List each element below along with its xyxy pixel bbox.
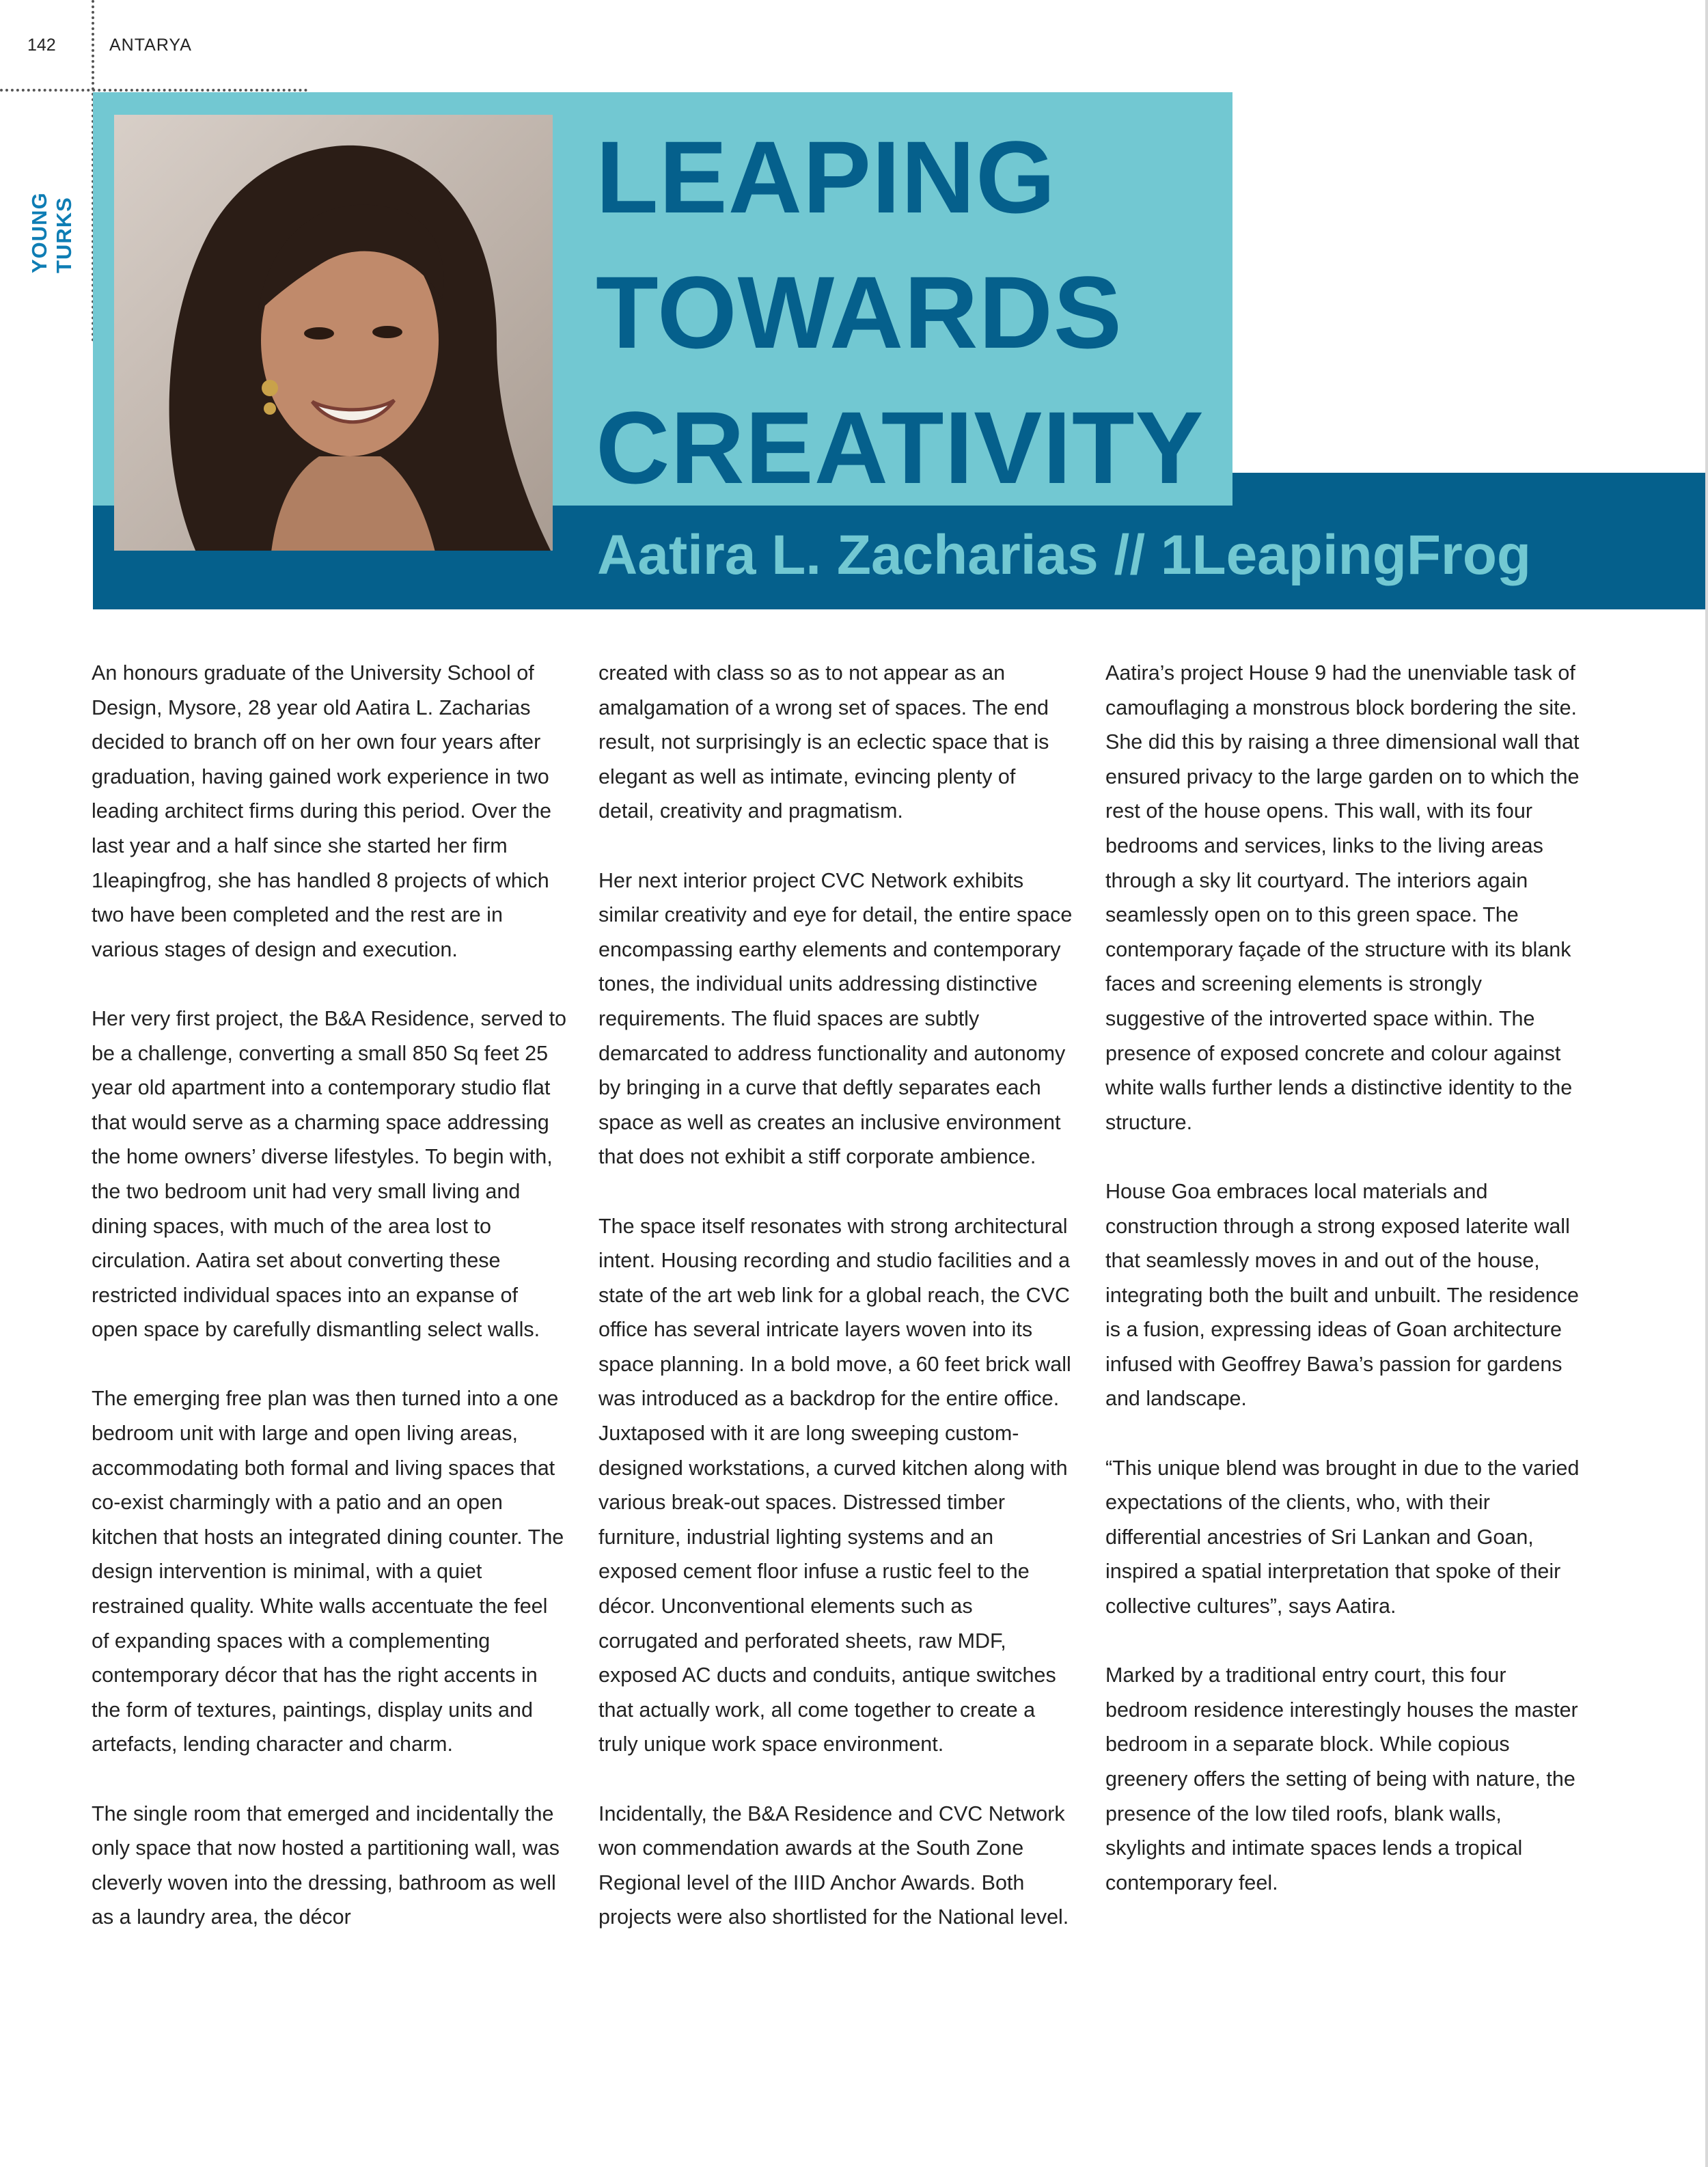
portrait-photo (114, 115, 553, 551)
paragraph: An honours graduate of the University School of Design, Mysore, 28 year old Aatira L. Zacharias decided to branch off on her own four years after graduation, having gained work experience in two leading architect firms during this period. Over the last year and a half since she started her firm 1leapingfrog, she has handled 8 projects of which two have been completed and the rest are in various stages of design and execution. (92, 661, 552, 961)
magazine-name: ANTARYA (109, 36, 192, 55)
text-column-1 (92, 656, 570, 1970)
text-column-3 (1105, 656, 1584, 1935)
section-label: YOUNG TURKS (27, 192, 76, 273)
paragraph: Aatira’s project House 9 had the unenviable task of camouflaging a monstrous block bordering the site. She did this by raising a three dimensional wall that ensured privacy to the large garden on to which the rest of the house opens. This wall, with its four bedrooms and services, links to the living areas through a sky lit courtyard. The interiors again seamlessly open on to this green space. The contemporary façade of the structure with its blank faces and screening elements is strongly suggestive of the introverted space within. The presence of exposed concrete and colour against white walls further lends a distinctive identity to the structure. (1105, 661, 1580, 1134)
page-number: 142 (27, 36, 56, 55)
dotted-horizontal-rule (0, 89, 307, 92)
title-line: CREATIVITY (596, 390, 1204, 505)
page-edge (1705, 0, 1708, 2167)
article-byline: Aatira L. Zacharias // 1LeapingFrog (597, 524, 1532, 586)
paragraph: Incidentally, the B&A Residence and CVC Network won commendation awards at the South Zone Regional level of the IIID Anchor Awards. Both projects were also shortlisted for the National level. (598, 1802, 1069, 1929)
paragraph: created with class so as to not appear as an amalgamation of a wrong set of spaces. The end result, not surprisingly is an eclectic space that is elegant as well as intimate, evincing plenty of detail, creativity and pragmatism. (598, 661, 1049, 823)
paragraph: Her next interior project CVC Network exhibits similar creativity and eye for detail, the entire space encompassing earthy elements and contemporary tones, the individual units addressing distinctive requirements. The fluid spaces are subtly demarcated to address functionality and autonomy by bringing in a curve that deftly separates each space as well as creates an inclusive environment that does not exhibit a stiff corporate ambience. (598, 868, 1073, 1169)
article-title (596, 109, 1224, 515)
paragraph: The space itself resonates with strong architectural intent. Housing recording and studio facilities and a state of the art web link for a global reach, the CVC office has several intricate layers woven into its space planning. In a bold move, a 60 feet brick wall was introduced as a backdrop for the entire office. Juxtaposed with it are long sweeping custom-designed workstations, a curved kitchen along with various break-out spaces. Distressed timber furniture, industrial lighting systems and an exposed cement floor infuse a rustic feel to the décor. Unconventional elements such as corrugated and perforated sheets, raw MDF, exposed AC ducts and conduits, antique switches that actually work, all come together to create a truly unique work space environment. (598, 1214, 1071, 1756)
paragraph: The single room that emerged and incidentally the only space that now hosted a partitioning wall, was cleverly woven into the dressing, bathroom as well as a laundry area, the décor (92, 1802, 560, 1929)
paragraph: The emerging free plan was then turned into a one bedroom unit with large and open living areas, accommodating both formal and living spaces that co-exist charmingly with a patio and an open kitchen that hosts an integrated dining counter. The design intervention is minimal, with a quiet restrained quality. White walls accentuate the feel of expanding spaces with a complementing contemporary décor that has the right accents in the form of textures, paintings, display units and artefacts, lending character and charm. (92, 1387, 564, 1756)
paragraph: House Goa embraces local materials and construction through a strong exposed laterite wall that seamlessly moves in and out of the house, integrating both the built and unbuilt. The residence is a fusion, expressing ideas of Goan architecture infused with Geoffrey Bawa’s passion for gardens and landscape. (1105, 1179, 1579, 1411)
paragraph: Marked by a traditional entry court, this four bedroom residence interestingly houses the master bedroom in a separate block. While copious greenery offers the setting of being with nature, the presence of the low tiled roofs, blank walls, skylights and intimate spaces lends a tropical contemporary feel. (1105, 1664, 1578, 1894)
paragraph: “This unique blend was brought in due to the varied expectations of the clients, who, with their differential ancestries of Sri Lankan and Goan, inspired a spatial interpretation that spoke of their collective cultures”, says Aatira. (1105, 1456, 1580, 1618)
title-line: TOWARDS (596, 255, 1122, 370)
title-line: LEAPING (596, 120, 1056, 234)
paragraph: Her very first project, the B&A Residence, served to be a challenge, converting a small 850 Sq feet 25 year old apartment into a contemporary studio flat that would serve as a charming space addressing the home owners’ diverse lifestyles. To begin with, the two bedroom unit had very small living and dining spaces, with much of the area lost to circulation. Aatira set about converting these restricted individual spaces into an expanse of open space by carefully dismantling select walls. (92, 1006, 567, 1342)
text-column-2 (598, 656, 1077, 1970)
